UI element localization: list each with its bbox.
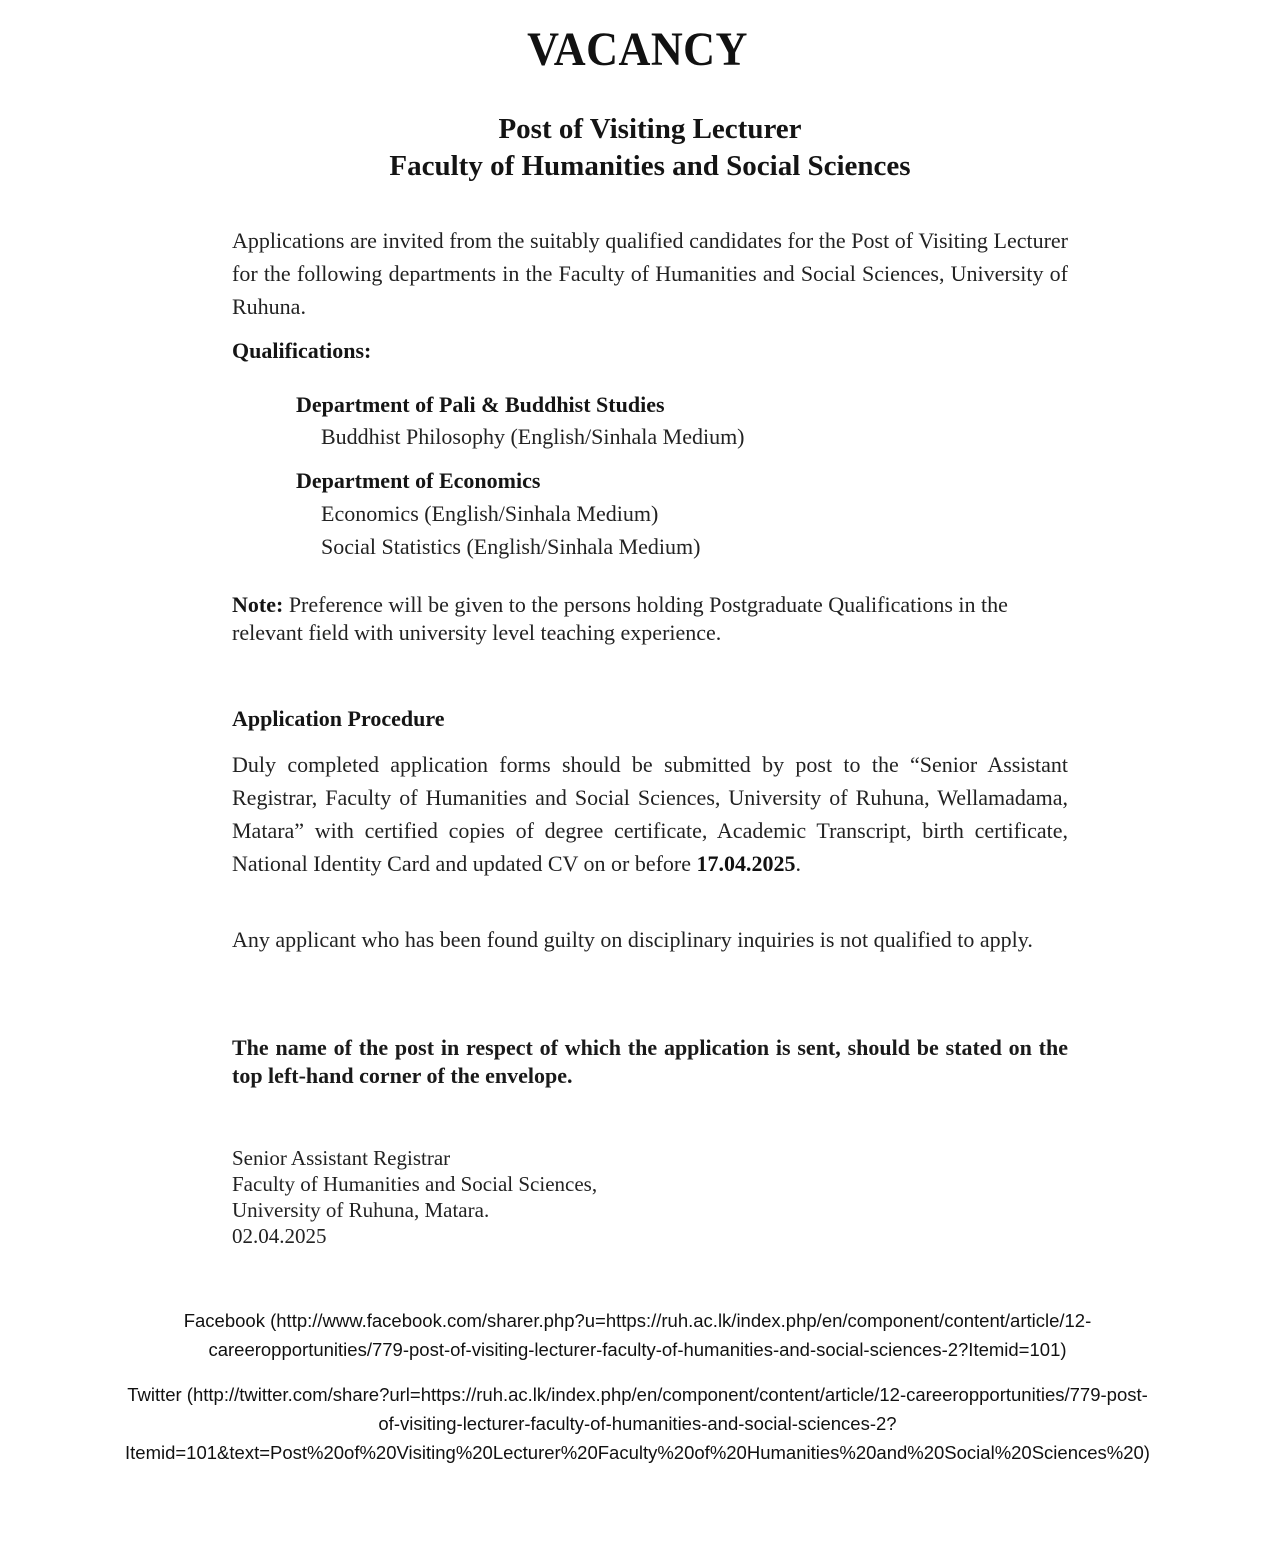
deadline-date: 17.04.2025 <box>696 851 796 876</box>
note-label: Note: <box>232 592 284 617</box>
signature-title: Senior Assistant Registrar <box>232 1146 451 1170</box>
envelope-note: The name of the post in respect of which the application is sent, should be stated on the top left-hand corner of the envelope. <box>232 1035 1068 1088</box>
signature-faculty: Faculty of Humanities and Social Sciences, <box>232 1172 598 1196</box>
subject-social-statistics: Social Statistics (English/Sinhala Medium) <box>321 534 701 559</box>
facebook-share-line-2: careeropportunities/779-post-of-visiting-lecturer-faculty-of-humanities-and-social-sciences-2?Itemid=101) <box>208 1339 1067 1360</box>
department-economics: Department of Economics <box>296 468 541 493</box>
disqualification-paragraph: Any applicant who has been found guilty on disciplinary inquiries is not qualified to apply. <box>232 927 1033 952</box>
twitter-share-line-2: of-visiting-lecturer-faculty-of-humanities-and-social-sciences-2? <box>378 1413 897 1434</box>
facebook-share-line-1: Facebook (http://www.facebook.com/sharer.php?u=https://ruh.ac.lk/index.php/en/component/content/article/12- <box>183 1310 1092 1331</box>
twitter-share-line-1: Twitter (http://twitter.com/share?url=https://ruh.ac.lk/index.php/en/component/content/article/12-careeropportunities/779-post- <box>127 1384 1148 1405</box>
share-links <box>0 1306 1275 1483</box>
subject-buddhist-philosophy: Buddhist Philosophy (English/Sinhala Medium) <box>321 424 745 449</box>
document-title: VACANCY <box>527 23 748 76</box>
intro-paragraph: Applications are invited from the suitably qualified candidates for the Post of Visiting Lecturer for the following departments in the Faculty of Humanities and Social Sciences, University of Ruhuna. <box>232 228 1068 319</box>
twitter-share-link[interactable] <box>0 1380 1275 1467</box>
procedure-end: . <box>795 851 802 876</box>
faculty-title: Faculty of Humanities and Social Sciences <box>389 150 911 182</box>
department-pali-buddhist-studies: Department of Pali & Buddhist Studies <box>296 392 665 417</box>
signature-block <box>232 1145 597 1249</box>
note-paragraph <box>232 591 1068 647</box>
application-procedure-heading: Application Procedure <box>232 706 445 731</box>
post-title: Post of Visiting Lecturer <box>498 113 802 145</box>
facebook-share-link[interactable] <box>0 1306 1275 1364</box>
signature-university: University of Ruhuna, Matara. <box>232 1198 490 1222</box>
subject-economics: Economics (English/Sinhala Medium) <box>321 501 659 526</box>
signature-date: 02.04.2025 <box>232 1224 327 1248</box>
qualifications-heading: Qualifications: <box>232 338 372 363</box>
application-procedure-paragraph <box>232 748 1068 880</box>
procedure-text: Duly completed application forms should be submitted by post to the “Senior Assistant Registrar, Faculty of Humanities and Social Sciences, University of Ruhuna, Wellamadama, Matara” with certified copies of degree certificate, Academic Transcript, birth certificate, National Identity Card and updated CV on or before <box>232 752 1068 876</box>
twitter-share-line-3: Itemid=101&text=Post%20of%20Visiting%20Lecturer%20Faculty%20of%20Humanities%20and%20Social%20Sciences%20) <box>125 1442 1150 1463</box>
note-text: Preference will be given to the persons holding Postgraduate Qualifications in the relevant field with university level teaching experience. <box>232 592 1008 645</box>
